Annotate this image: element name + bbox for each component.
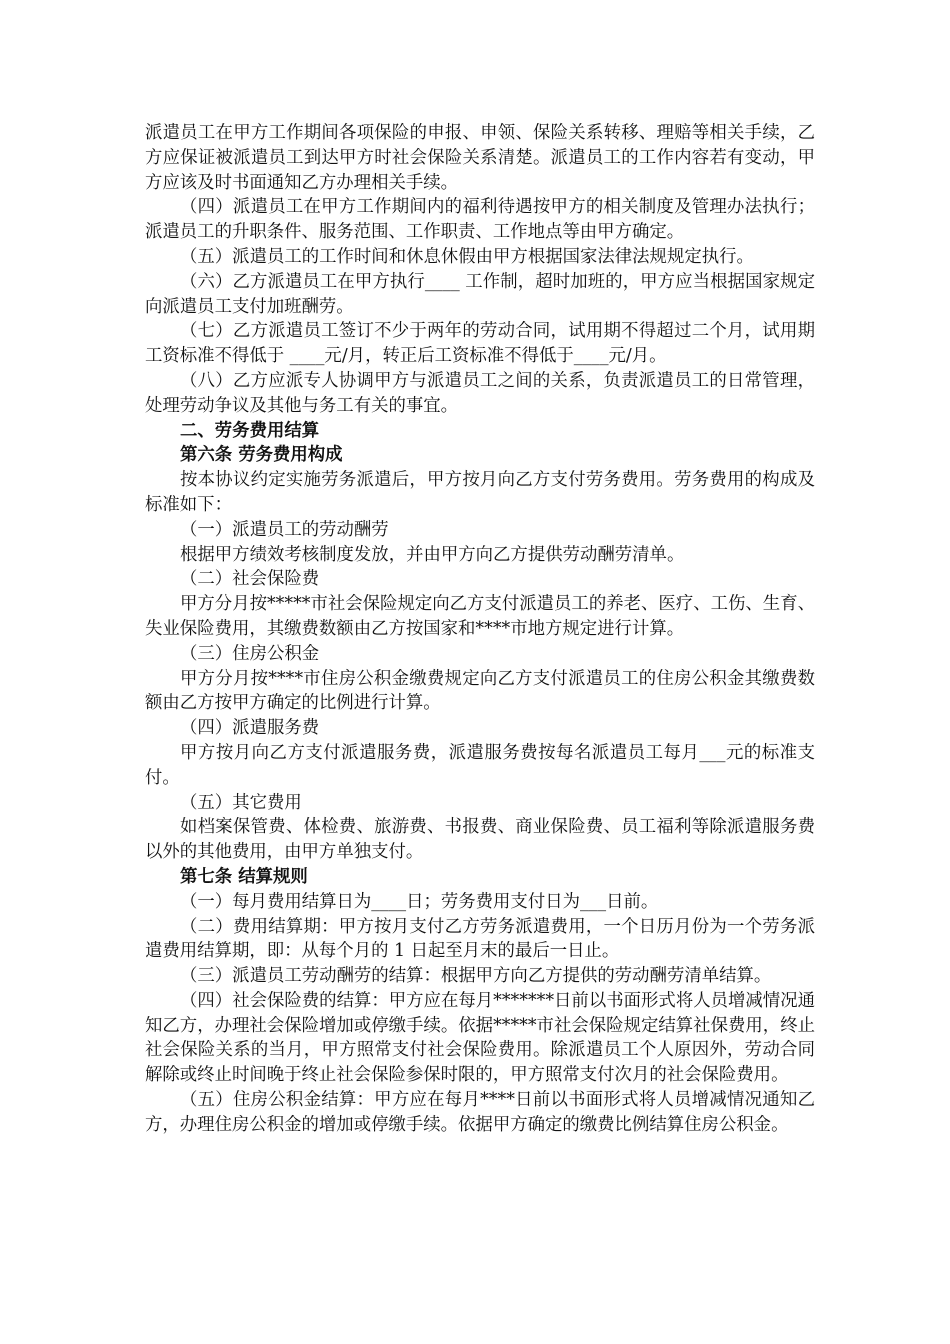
paragraph: 甲方分月按*****市社会保险规定向乙方支付派遣员工的养老、医疗、工伤、生育、失业保险费用，其缴费数额由乙方按国家和****市地方规定进行计算。 [145, 594, 815, 639]
article-heading: 第七条 结算规则 [180, 866, 308, 887]
paragraph: （二）费用结算期：甲方按月支付乙方劳务派遣费用，一个日历月份为一个劳务派遣费用结算期，即：从每个月的 1 日起至月末的最后一日止。 [145, 916, 815, 962]
paragraph: 如档案保管费、体检费、旅游费、书报费、商业保险费、员工福利等除派遣服务费以外的其他费用，由甲方单独支付。 [145, 817, 815, 863]
paragraph: （八）乙方应派专人协调甲方与派遣员工之间的关系，负责派遣员工的日常管理，处理劳动争议及其他与务工有关的事宜。 [145, 370, 815, 416]
list-item-heading: （四）派遣服务费 [180, 718, 320, 739]
paragraph: （六）乙方派遣员工在甲方执行____ 工作制，超时加班的，甲方应当根据国家规定向派遣员工支付加班酬劳。 [145, 271, 815, 317]
paragraph: 根据甲方绩效考核制度发放，并由甲方向乙方提供劳动酬劳清单。 [180, 544, 685, 565]
list-item-heading: （五）其它费用 [180, 792, 302, 813]
list-item-heading: （三）住房公积金 [180, 643, 320, 664]
paragraph: 按本协议约定实施劳务派遣后，甲方按月向乙方支付劳务费用。劳务费用的构成及标准如下： [145, 470, 815, 515]
paragraph: （四）社会保险费的结算：甲方应在每月*******日前以书面形式将人员增减情况通知乙方，办理社会保险增加或停缴手续。依据*****市社会保险规定结算社保费用，终止社会保险关系的当月，甲方照常支付社会保险费用。除派遣员工个人原因外，劳动合同解除或终止时间晚于终止社会保险参保时限的，甲方照常支付次月的社会保险费用。 [145, 990, 815, 1086]
paragraph: （一）每月费用结算日为____日；劳务费用支付日为___日前。 [180, 891, 659, 912]
paragraph: 派遣员工在甲方工作期间各项保险的申报、申领、保险关系转移、理赔等相关手续，乙方应保证被派遣员工到达甲方时社会保险关系清楚。派遣员工的工作内容若有变动，甲方应该及时书面通知乙方办理相关手续。 [145, 123, 815, 193]
list-item-heading: （二）社会保险费 [180, 569, 320, 590]
paragraph: 甲方按月向乙方支付派遣服务费，派遣服务费按每名派遣员工每月___元的标准支付。 [145, 742, 815, 788]
section-heading: 二、劳务费用结算 [180, 420, 320, 441]
paragraph: （五）派遣员工的工作时间和休息休假由甲方根据国家法律法规规定执行。 [180, 246, 754, 267]
paragraph: （五）住房公积金结算：甲方应在每月****日前以书面形式将人员增减情况通知乙方，办理住房公积金的增加或停缴手续。依据甲方确定的缴费比例结算住房公积金。 [145, 1090, 815, 1135]
paragraph: （七）乙方派遣员工签订不少于两年的劳动合同，试用期不得超过二个月，试用期工资标准不得低于 ____元/月，转正后工资标准不得低于____元/月。 [145, 321, 815, 367]
paragraph: （三）派遣员工劳动酬劳的结算：根据甲方向乙方提供的劳动酬劳清单结算。 [180, 966, 772, 987]
paragraph: （四）派遣员工在甲方工作期间内的福利待遇按甲方的相关制度及管理办法执行；派遣员工的升职条件、服务范围、工作职责、工作地点等由甲方确定。 [145, 197, 815, 243]
paragraph: 甲方分月按****市住房公积金缴费规定向乙方支付派遣员工的住房公积金其缴费数额由乙方按甲方确定的比例进行计算。 [145, 668, 815, 714]
article-heading: 第六条 劳务费用构成 [180, 445, 343, 466]
document-page [145, 121, 815, 1138]
list-item-heading: （一）派遣员工的劳动酬劳 [180, 519, 389, 540]
